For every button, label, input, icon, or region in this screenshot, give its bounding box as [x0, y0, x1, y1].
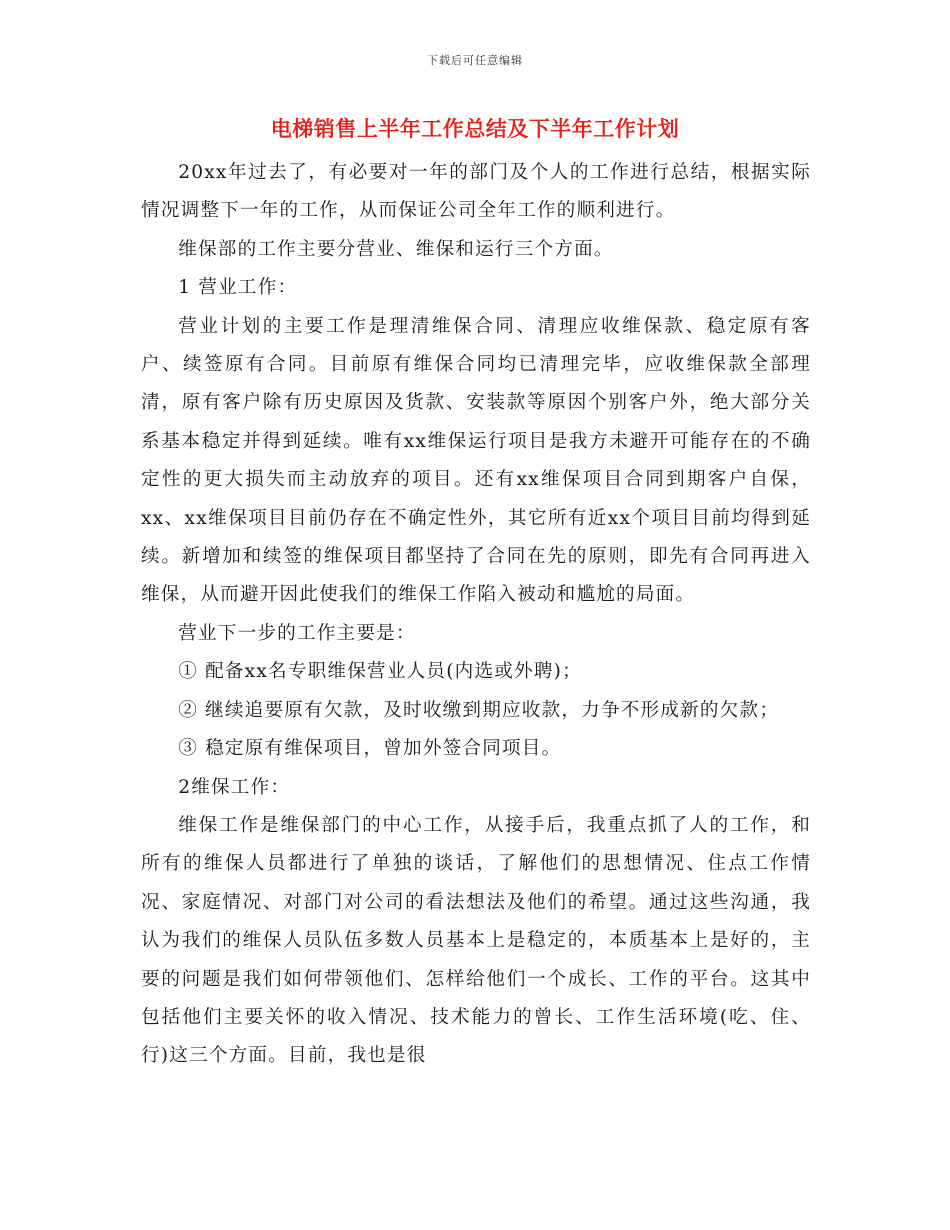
- list-item-2: ② 继续追要原有欠款，及时收缴到期应收款，力争不形成新的欠款；: [178, 699, 780, 721]
- header-note: 下载后可任意编辑: [427, 54, 523, 67]
- document-title: 电梯销售上半年工作总结及下半年工作计划: [270, 116, 680, 141]
- section-heading-maintenance: 2维保工作：: [178, 776, 291, 798]
- list-item-3: ③ 稳定原有维保项目，曾加外签合同项目。: [178, 738, 562, 760]
- document-body: [141, 154, 811, 1076]
- paragraph-sales-next: 营业下一步的工作主要是：: [178, 622, 416, 644]
- section-heading-sales: 1 营业工作：: [178, 277, 298, 299]
- list-item-1: ① 配备xx名专职维保营业人员(内选或外聘)；: [178, 661, 582, 683]
- paragraph-sales-plan: 营业计划的主要工作是理清维保合同、清理应收维保款、稳定原有客户、续签原有合同。目前原有维保合同均已清理完毕，应收维保款全部理清，原有客户除有历史原因及货款、安装款等原因个别客户外，绝大部分关系基本稳定并得到延续。唯有xx维保运行项目是我方未避开可能存在的不确定性的更大损失而主动放弃的项目。还有xx维保项目合同到期客户自保，xx、xx维保项目目前仍存在不确定性外，其它所有近xx个项目目前均得到延续。新增加和续签的维保项目都坚持了合同在先的原则，即先有合同再进入维保，从而避开因此使我们的维保工作陷入被动和尴尬的局面。: [141, 315, 811, 606]
- paragraph-intro: 20xx年过去了，有必要对一年的部门及个人的工作进行总结，根据实际情况调整下一年的工作，从而保证公司全年工作的顺利进行。: [141, 162, 811, 222]
- paragraph-maintenance: 维保工作是维保部门的中心工作，从接手后，我重点抓了人的工作，和所有的维保人员都进行了单独的谈话，了解他们的思想情况、住点工作情况、家庭情况、对部门对公司的看法想法及他们的希望。通过这些沟通，我认为我们的维保人员队伍多数人员基本上是稳定的，本质基本上是好的，主要的问题是我们如何带领他们、怎样给他们一个成长、工作的平台。这其中包括他们主要关怀的收入情况、技术能力的曾长、工作生活环境(吃、住、行)这三个方面。目前，我也是很: [141, 814, 811, 1067]
- paragraph-overview: 维保部的工作主要分营业、维保和运行三个方面。: [178, 238, 614, 260]
